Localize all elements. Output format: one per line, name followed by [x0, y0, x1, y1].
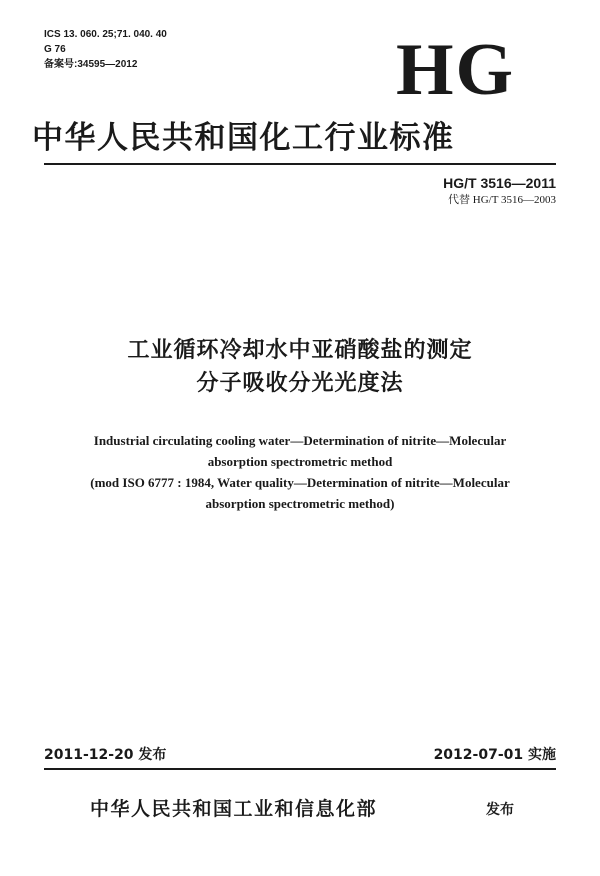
english-title-line-2: absorption spectrometric method — [207, 454, 393, 469]
english-title — [0, 430, 600, 514]
publisher-action: 发布 — [486, 802, 514, 818]
top-divider — [44, 163, 556, 165]
implementation-date: 2012-07-01 实施 — [433, 747, 556, 763]
hg-logo: HG — [396, 29, 516, 111]
chinese-title — [0, 334, 600, 400]
english-title-line-1: Industrial circulating cooling water—Determination of nitrite—Molecular — [93, 433, 507, 448]
standard-category-title: 中华人民共和国化工行业标准 — [32, 120, 455, 156]
chinese-title-line-1: 工业循环冷却水中亚硝酸盐的测定 — [127, 338, 473, 363]
replaces-standard: 代替 HG/T 3516—2003 — [448, 194, 556, 206]
record-number: 备案号:34595—2012 — [44, 59, 138, 70]
ccs-code: G 76 — [44, 44, 66, 55]
english-title-line-3: (mod ISO 6777 : 1984, Water quality—Determination of nitrite—Molecular — [90, 475, 510, 490]
publisher-name: 中华人民共和国工业和信息化部 — [90, 798, 378, 820]
ics-code: ICS 13. 060. 25;71. 040. 40 — [44, 29, 167, 40]
chinese-title-line-2: 分子吸收分光光度法 — [196, 371, 404, 396]
bottom-divider — [44, 768, 556, 770]
standard-code: HG/T 3516—2011 — [443, 175, 556, 191]
issue-date: 2011-12-20 发布 — [44, 747, 167, 763]
classification-block — [44, 27, 167, 72]
english-title-line-4: absorption spectrometric method) — [205, 496, 395, 511]
